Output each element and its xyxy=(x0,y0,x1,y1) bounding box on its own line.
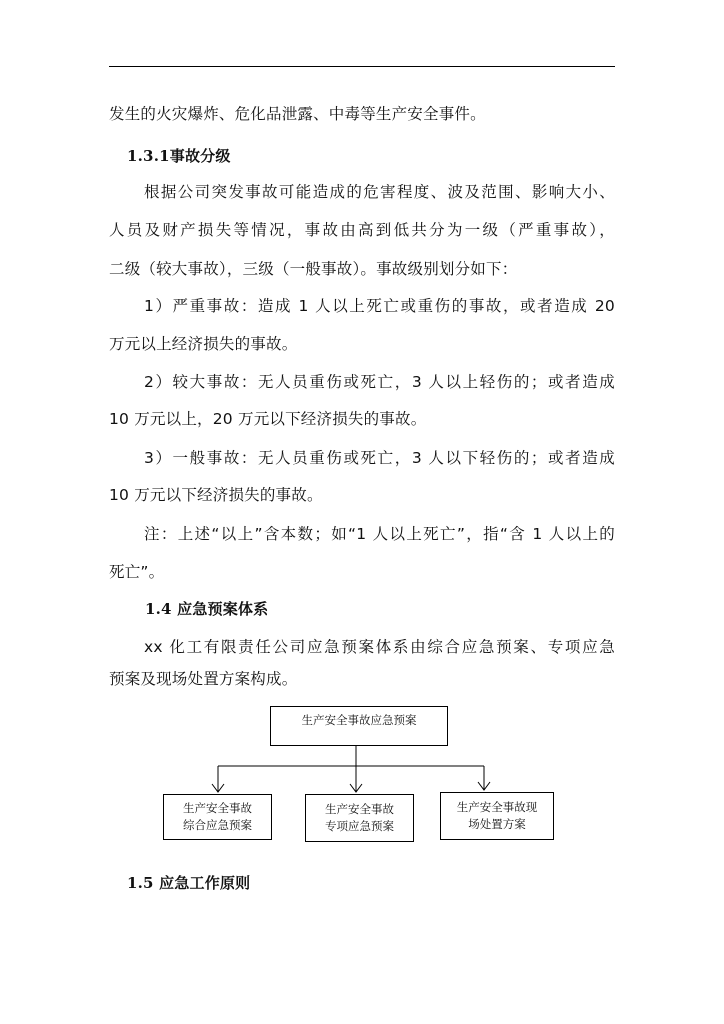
heading-text: 应急工作原则 xyxy=(159,874,251,892)
diagram-box-special xyxy=(305,794,414,842)
text-line: 发生的火灾爆炸、危化品泄露、中毒等生产安全事件。 xyxy=(109,105,486,123)
paragraph-line: 人员及财产损失等情况，事故由高到低共分为一级（严重事故）， xyxy=(109,221,615,239)
heading-number: 1.5 xyxy=(127,874,154,892)
paragraph-line: 万元以上经济损失的事故。 xyxy=(109,335,298,353)
diagram-box-comprehensive xyxy=(163,794,272,840)
diagram-box-label: 综合应急预案 xyxy=(183,818,252,832)
diagram-box-label: 生产安全事故现 xyxy=(456,800,538,814)
paragraph-line: 预案及现场处置方案构成。 xyxy=(109,670,298,688)
paragraph-line: 二级（较大事故），三级（一般事故）。事故级别划分如下： xyxy=(109,260,518,278)
diagram-box-label: 专项应急预案 xyxy=(325,819,394,833)
paragraph-line: 根据公司突发事故可能造成的危害程度、波及范围、影响大小、 xyxy=(144,183,615,201)
paragraph-line: 10 万元以上，20 万元以下经济损失的事故。 xyxy=(109,410,427,428)
diagram-box-label: 生产安全事故 xyxy=(325,802,394,816)
paragraph-line: 3）一般事故：无人员重伤或死亡，3 人以下轻伤的；或者造成 xyxy=(144,449,615,467)
heading-1-5 xyxy=(127,873,633,893)
paragraph-line: 注：上述“以上”含本数；如“1 人以上死亡”，指“含 1 人以上的 xyxy=(144,525,615,543)
paragraph-line: 死亡”。 xyxy=(109,563,165,581)
paragraph-line: 10 万元以下经济损失的事故。 xyxy=(109,486,323,504)
paragraph-line: xx 化工有限责任公司应急预案体系由综合应急预案、专项应急 xyxy=(144,638,615,656)
diagram-box-top xyxy=(270,706,448,746)
diagram-box-label: 生产安全事故应急预案 xyxy=(301,712,417,727)
diagram-box-onsite xyxy=(440,792,554,840)
heading-number: 1.3.1 xyxy=(127,147,170,165)
diagram-box-label: 生产安全事故 xyxy=(183,801,252,815)
heading-text: 事故分级 xyxy=(169,147,231,165)
paragraph-line: 2）较大事故：无人员重伤或死亡，3 人以上轻伤的；或者造成 xyxy=(144,373,615,391)
heading-number: 1.4 xyxy=(145,600,172,618)
paragraph-line: 1）严重事故：造成 1 人以上死亡或重伤的事故，或者造成 20 xyxy=(144,297,615,315)
heading-text: 应急预案体系 xyxy=(177,600,269,618)
diagram-box-label: 场处置方案 xyxy=(468,817,526,831)
